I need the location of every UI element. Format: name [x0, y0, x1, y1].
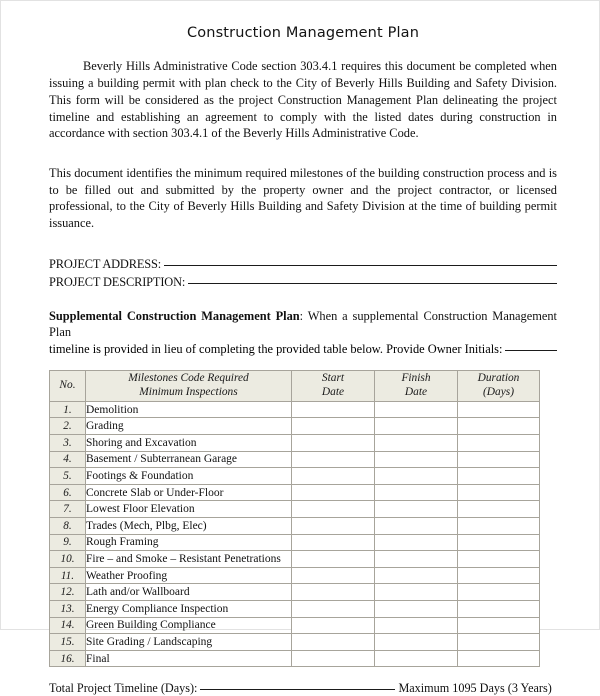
duration-cell[interactable] [458, 501, 540, 518]
table-row [50, 517, 540, 534]
start-date-cell[interactable] [292, 567, 375, 584]
milestone-name: Basement / Subterranean Garage [86, 451, 292, 468]
table-row [50, 468, 540, 485]
milestone-name: Lowest Floor Elevation [86, 501, 292, 518]
milestone-name: Site Grading / Landscaping [86, 634, 292, 651]
page-title: Construction Management Plan [186, 25, 420, 41]
start-date-cell[interactable] [292, 517, 375, 534]
supplemental-heading: Supplemental Construction Management Plan [49, 308, 300, 323]
finish-date-cell[interactable] [375, 468, 458, 485]
row-number: 13. [50, 600, 86, 617]
total-timeline-label: Total Project Timeline (Days): [49, 681, 198, 696]
document-body [49, 1, 557, 696]
duration-cell[interactable] [458, 418, 540, 435]
finish-date-cell[interactable] [375, 650, 458, 667]
duration-cell[interactable] [458, 517, 540, 534]
col-header-no [50, 370, 86, 401]
row-number: 12. [50, 584, 86, 601]
finish-date-cell[interactable] [375, 634, 458, 651]
finish-date-cell[interactable] [375, 401, 458, 418]
start-date-cell[interactable] [292, 401, 375, 418]
milestone-name: Grading [86, 418, 292, 435]
col-header-start-date [292, 370, 375, 401]
col-header-start-line2: Date [321, 385, 345, 398]
finish-date-cell[interactable] [375, 617, 458, 634]
row-number: 8. [50, 517, 86, 534]
duration-cell[interactable] [458, 634, 540, 651]
total-timeline-input[interactable] [200, 689, 395, 690]
col-header-no-label: No. [59, 379, 76, 392]
finish-date-cell[interactable] [375, 451, 458, 468]
table-row [50, 600, 540, 617]
table-row [50, 418, 540, 435]
project-description-label: PROJECT DESCRIPTION: [49, 274, 186, 289]
table-row [50, 650, 540, 667]
duration-cell[interactable] [458, 451, 540, 468]
row-number: 15. [50, 634, 86, 651]
owner-initials-input[interactable] [505, 350, 557, 351]
intro-paragraph-1: Beverly Hills Administrative Code section 303.4.1 requires this document be completed when issuing a building permit with plan check to the City of Beverly Hills Building and Safety Division. This form will be considered as the project Construction Management Plan delineating the project timeline and establishing an agreement to comply with the listed dates during construction in accordance with section 303.4.1 of the Beverly Hills Administrative Code. [49, 59, 557, 141]
row-number: 6. [50, 484, 86, 501]
milestones-table-wrapper [49, 370, 539, 668]
table-row [50, 617, 540, 634]
row-number: 5. [50, 468, 86, 485]
col-header-finish-line2: Date [404, 385, 428, 398]
finish-date-cell[interactable] [375, 501, 458, 518]
milestone-name: Footings & Foundation [86, 468, 292, 485]
duration-cell[interactable] [458, 484, 540, 501]
start-date-cell[interactable] [292, 468, 375, 485]
finish-date-cell[interactable] [375, 567, 458, 584]
col-header-duration [458, 370, 540, 401]
start-date-cell[interactable] [292, 418, 375, 435]
project-address-input[interactable] [164, 265, 557, 266]
start-date-cell[interactable] [292, 600, 375, 617]
table-row [50, 634, 540, 651]
supplemental-line-2 [49, 341, 557, 358]
duration-cell[interactable] [458, 584, 540, 601]
duration-cell[interactable] [458, 650, 540, 667]
col-header-milestones [86, 370, 292, 401]
start-date-cell[interactable] [292, 501, 375, 518]
row-number: 1. [50, 401, 86, 418]
duration-cell[interactable] [458, 468, 540, 485]
finish-date-cell[interactable] [375, 517, 458, 534]
row-number: 10. [50, 551, 86, 568]
table-row [50, 484, 540, 501]
project-address-row [49, 256, 557, 273]
table-row [50, 401, 540, 418]
milestone-name: Shoring and Excavation [86, 435, 292, 452]
start-date-cell[interactable] [292, 534, 375, 551]
finish-date-cell[interactable] [375, 534, 458, 551]
supplemental-text: : When a supplemental Construction Management Plan [49, 308, 557, 340]
row-number: 11. [50, 567, 86, 584]
milestones-table [49, 370, 540, 668]
duration-cell[interactable] [458, 435, 540, 452]
duration-cell[interactable] [458, 534, 540, 551]
start-date-cell[interactable] [292, 484, 375, 501]
start-date-cell[interactable] [292, 617, 375, 634]
finish-date-cell[interactable] [375, 551, 458, 568]
duration-cell[interactable] [458, 401, 540, 418]
row-number: 9. [50, 534, 86, 551]
finish-date-cell[interactable] [375, 600, 458, 617]
finish-date-cell[interactable] [375, 484, 458, 501]
project-description-input[interactable] [188, 283, 557, 284]
maximum-days-note: Maximum 1095 Days (3 Years) [398, 681, 552, 696]
col-header-milestones-line1: Milestones Code Required [128, 372, 249, 385]
row-number: 16. [50, 650, 86, 667]
milestone-name: Green Building Compliance [86, 617, 292, 634]
col-header-milestones-line2: Minimum Inspections [139, 385, 238, 398]
footer-total-timeline [49, 680, 557, 696]
duration-cell[interactable] [458, 600, 540, 617]
intro-paragraph-2: This document identifies the minimum required milestones of the building construction process and is to be filled out and submitted by the property owner and the project contractor, or licensed professional, to the City of Beverly Hills Building and Safety Division at the time of building permit issuance. [49, 165, 557, 231]
milestone-name: Concrete Slab or Under-Floor [86, 484, 292, 501]
table-row [50, 567, 540, 584]
start-date-cell[interactable] [292, 634, 375, 651]
duration-cell[interactable] [458, 617, 540, 634]
duration-cell[interactable] [458, 567, 540, 584]
milestone-name: Energy Compliance Inspection [86, 600, 292, 617]
project-address-label: PROJECT ADDRESS: [49, 256, 162, 271]
milestone-name: Final [86, 650, 292, 667]
milestone-name: Demolition [86, 401, 292, 418]
start-date-cell[interactable] [292, 451, 375, 468]
table-row [50, 584, 540, 601]
finish-date-cell[interactable] [375, 584, 458, 601]
project-fields [49, 256, 557, 291]
table-body [50, 401, 540, 667]
start-date-cell[interactable] [292, 435, 375, 452]
table-header-row [50, 370, 540, 401]
supplemental-paragraph [49, 308, 557, 341]
col-header-finish-line1: Finish [401, 372, 431, 385]
col-header-start-line1: Start [321, 372, 345, 385]
start-date-cell[interactable] [292, 650, 375, 667]
milestone-name: Fire – and Smoke – Resistant Penetrations [86, 551, 292, 568]
col-header-duration-line1: Duration [477, 372, 520, 385]
milestone-name: Lath and/or Wallboard [86, 584, 292, 601]
table-row [50, 551, 540, 568]
row-number: 3. [50, 435, 86, 452]
col-header-duration-line2: (Days) [483, 385, 514, 398]
table-row [50, 501, 540, 518]
row-number: 4. [50, 451, 86, 468]
start-date-cell[interactable] [292, 551, 375, 568]
owner-initials-label: timeline is provided in lieu of completing the provided table below. Provide Owner Initials: [49, 342, 503, 357]
table-header [50, 370, 540, 401]
row-number: 7. [50, 501, 86, 518]
milestone-name: Rough Framing [86, 534, 292, 551]
table-row [50, 451, 540, 468]
start-date-cell[interactable] [292, 584, 375, 601]
table-row [50, 534, 540, 551]
table-row [50, 435, 540, 452]
col-header-finish-date [375, 370, 458, 401]
milestone-name: Trades (Mech, Plbg, Elec) [86, 517, 292, 534]
row-number: 14. [50, 617, 86, 634]
finish-date-cell[interactable] [375, 418, 458, 435]
milestone-name: Weather Proofing [86, 567, 292, 584]
row-number: 2. [50, 418, 86, 435]
finish-date-cell[interactable] [375, 435, 458, 452]
duration-cell[interactable] [458, 551, 540, 568]
project-description-row [49, 274, 557, 291]
